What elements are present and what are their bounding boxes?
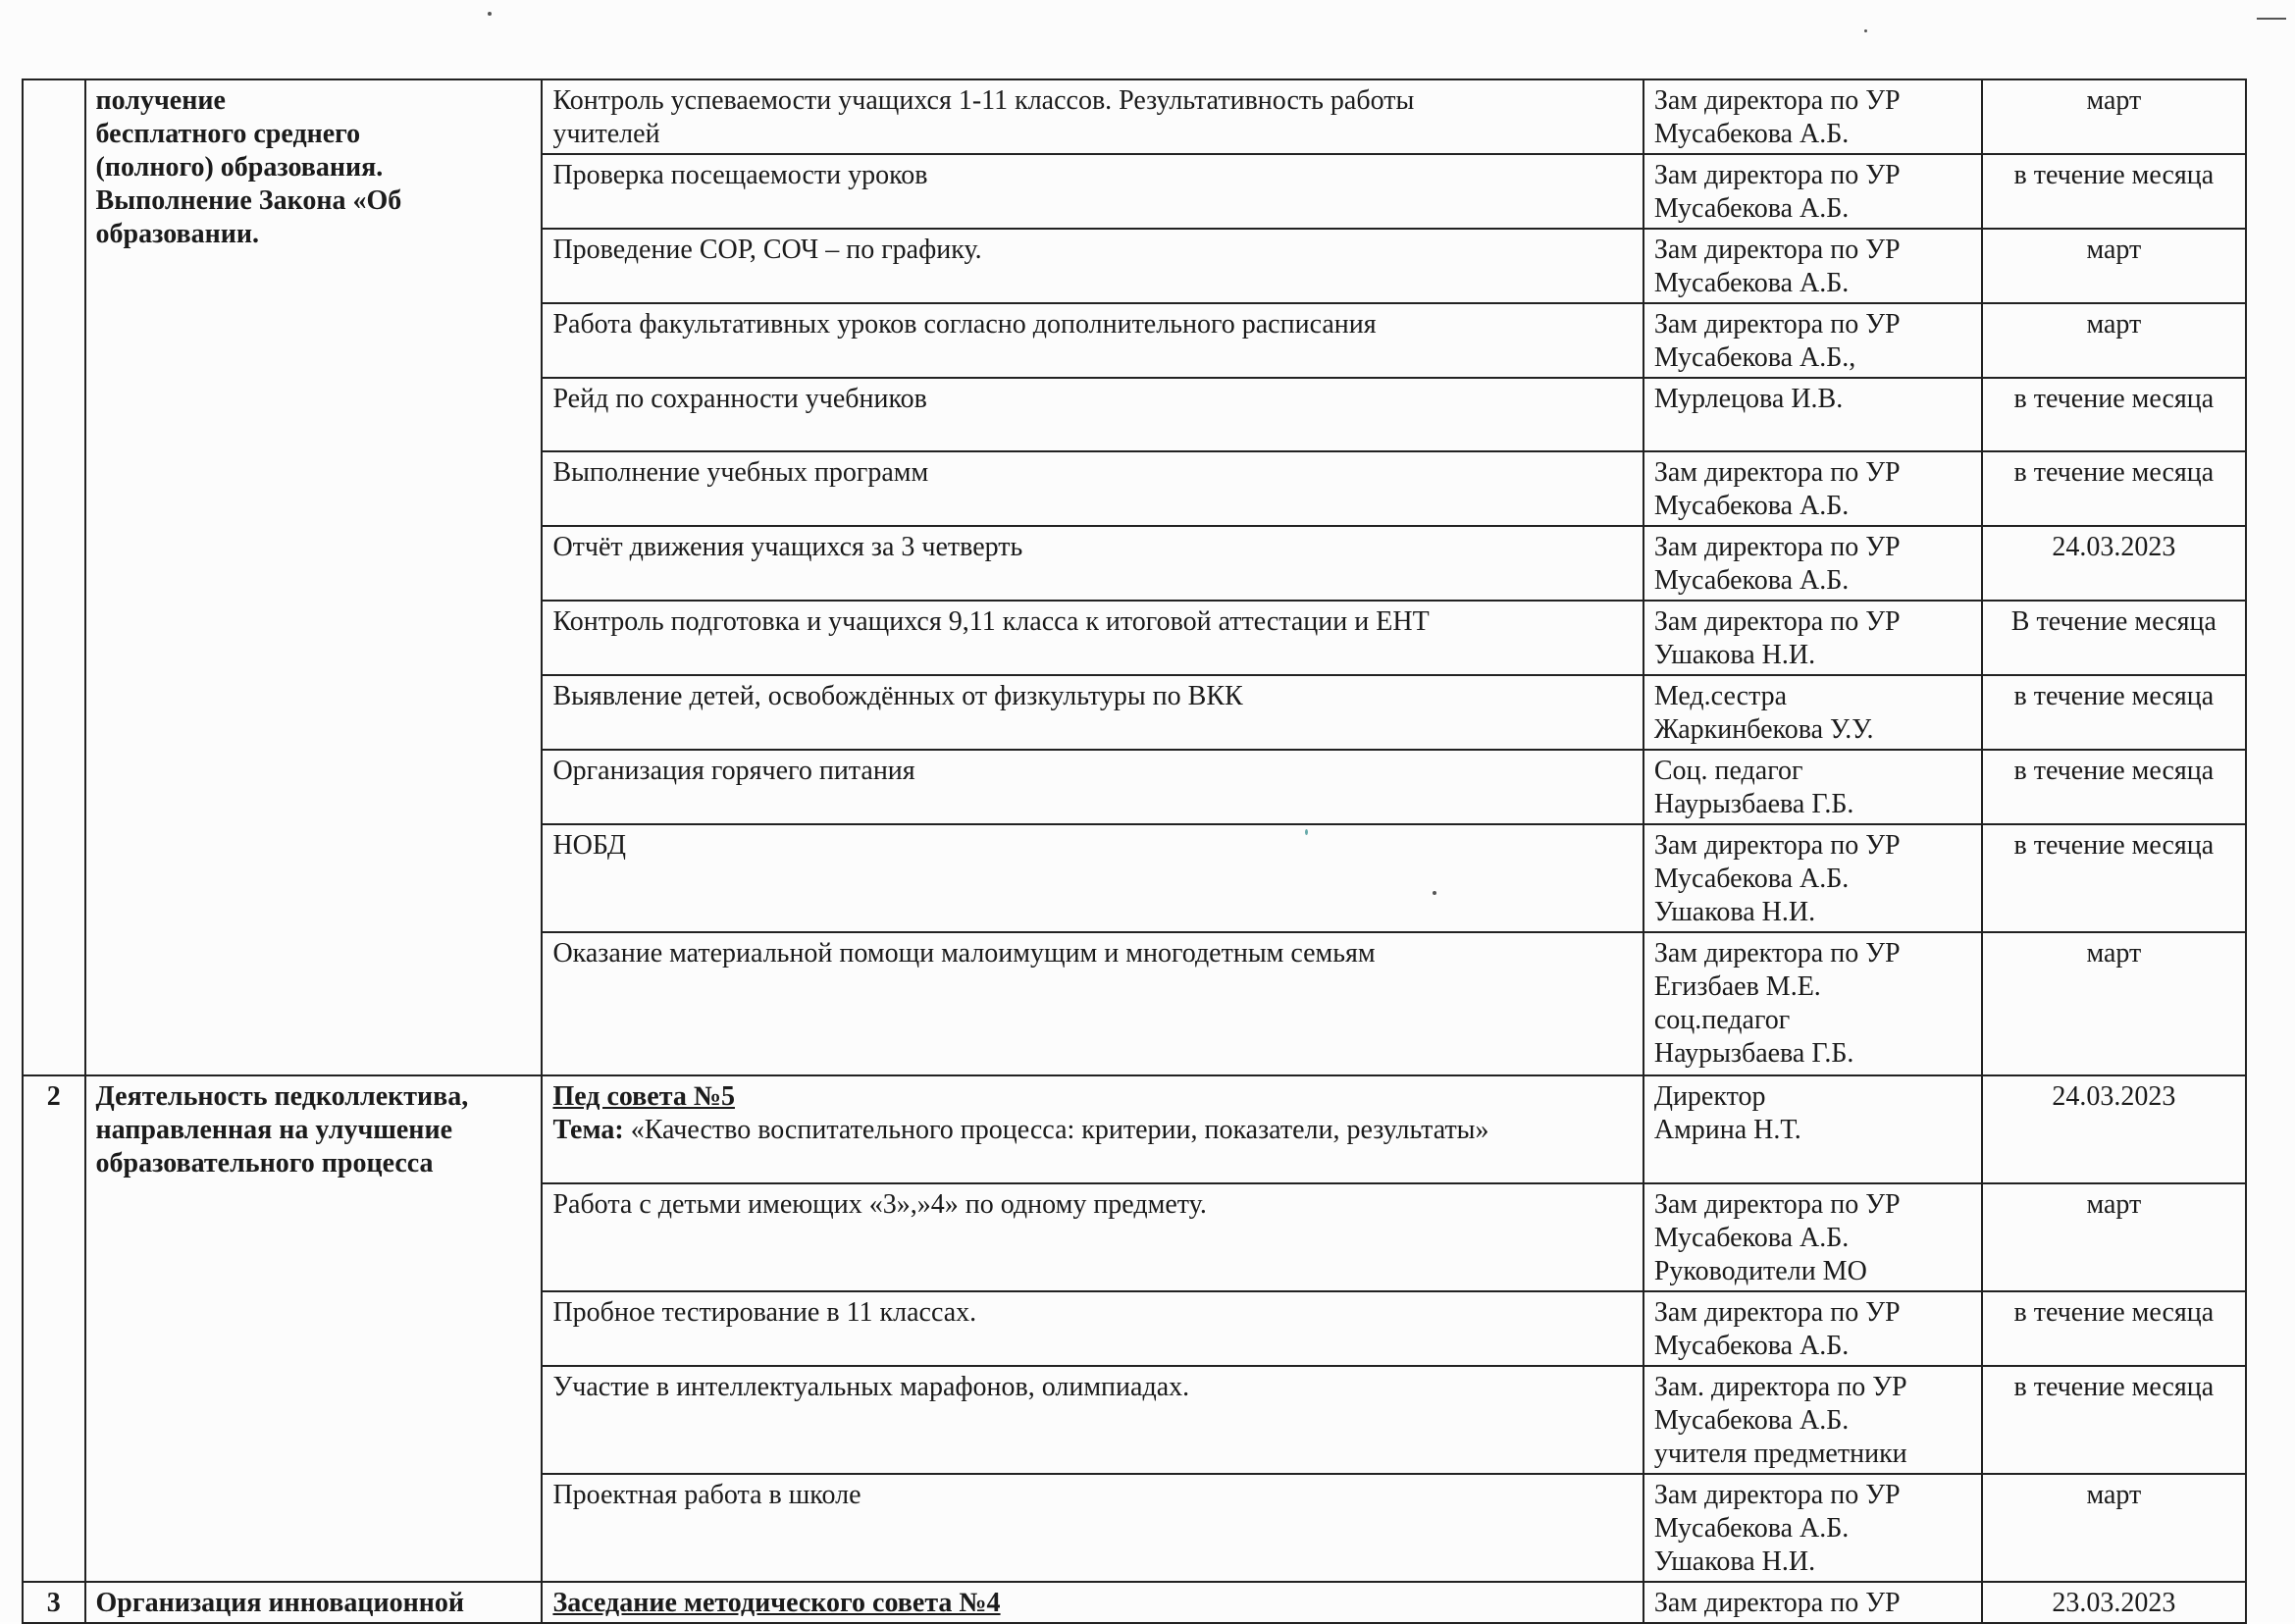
activity-line [552,1479,1632,1512]
deadline-cell [1982,1474,2246,1582]
deadline-text: В течение месяца [2010,606,2217,637]
scan-speck [1864,29,1867,32]
responsible-line: Мусабекова А.Б. [1653,1331,1850,1361]
activity-text: Пробное тестирование в 11 классах. [552,1297,977,1328]
section-number-cell [23,1582,85,1623]
deadline-text: в течение месяца [2013,384,2215,414]
deadline-text: 24.03.2023 [2052,1081,2176,1112]
activity-text: Работа с детьми имеющих «3»,»4» по одному предмету. [552,1189,1207,1220]
table-row [23,79,2246,154]
deadline-text: в течение месяца [2013,681,2215,711]
responsible-line: Зам директора по УР [1653,532,1901,562]
activity-text: НОБД [552,830,626,861]
direction-line: образовательного процесса [95,1148,434,1179]
responsible-cell [1643,824,1982,932]
section-number-cell [23,1075,85,1582]
section-direction-cell [85,79,543,1075]
responsible-line: Зам директора по УР [1653,457,1901,488]
responsible-cell [1643,229,1982,303]
responsible-line: Зам директора по УР [1653,85,1901,116]
activity-text: Проверка посещаемости уроков [552,160,928,190]
deadline-text: март [2086,235,2142,265]
responsible-line: Соц. педагог [1653,756,1803,786]
responsible-cell [1643,154,1982,229]
deadline-cell [1982,675,2246,750]
responsible-line: Мусабекова А.Б. [1653,193,1850,224]
plan-table [22,79,2247,1624]
deadline-text: в течение месяца [2013,830,2215,861]
responsible-line: Директор [1653,1081,1766,1112]
activity-line [552,456,1632,490]
responsible-line: Зам директора по УР [1653,1588,1901,1618]
deadline-cell [1982,526,2246,601]
deadline-text: в течение месяца [2013,756,2215,786]
responsible-cell [1643,601,1982,675]
deadline-cell [1982,1366,2246,1474]
deadline-cell [1982,601,2246,675]
table-row [23,1075,2246,1183]
activity-line [552,680,1632,713]
activity-line [552,531,1632,564]
section-number: 3 [46,1588,61,1618]
deadline-cell [1982,378,2246,451]
table-row [23,1582,2246,1623]
direction-line: образовании. [95,219,260,249]
responsible-line: Наурызбаева Г.Б. [1653,789,1854,819]
responsible-line: Амрина Н.Т. [1653,1115,1801,1145]
scan-speck [2257,18,2286,20]
direction-line: получение [95,85,226,116]
activity-cell [542,601,1643,675]
activity-cell [542,1366,1643,1474]
responsible-line: Мусабекова А.Б., [1653,342,1856,373]
activity-text: учителей [552,119,660,149]
activity-line [552,1371,1632,1404]
activity-title: Заседание методического совета №4 [552,1588,1001,1618]
responsible-line: Мусабекова А.Б. [1653,1513,1850,1544]
deadline-cell [1982,229,2246,303]
scan-speck [1433,891,1436,895]
activity-line [552,829,1632,863]
section-direction-cell [85,1582,543,1623]
responsible-cell [1643,303,1982,378]
responsible-cell [1643,750,1982,824]
activity-text: Рейд по сохранности учебников [552,384,927,414]
deadline-text: в течение месяца [2013,457,2215,488]
deadline-text: в течение месяца [2013,1297,2215,1328]
deadline-cell [1982,932,2246,1075]
deadline-text: март [2086,309,2142,340]
direction-line: Организация инновационной [95,1588,465,1618]
deadline-text: 24.03.2023 [2052,532,2176,562]
responsible-cell [1643,378,1982,451]
responsible-cell [1643,675,1982,750]
responsible-line: Зам директора по УР [1653,1480,1901,1510]
responsible-cell [1643,1366,1982,1474]
responsible-cell [1643,1582,1982,1623]
activity-cell [542,229,1643,303]
responsible-line: Зам директора по УР [1653,1189,1901,1220]
responsible-cell [1643,526,1982,601]
activity-line [552,84,1632,118]
responsible-line: Ушакова Н.И. [1653,640,1816,670]
responsible-line: Ушакова Н.И. [1653,897,1816,927]
scan-speck [488,12,492,16]
activity-text: Участие в интеллектуальных марафонов, олимпиадах. [552,1372,1190,1402]
activity-text: «Качество воспитательного процесса: критерии, показатели, результаты» [630,1115,1489,1145]
activity-text: Организация горячего питания [552,756,915,786]
direction-line: Деятельность педколлектива, [95,1081,469,1112]
deadline-cell [1982,451,2246,526]
activity-cell [542,824,1643,932]
deadline-cell [1982,824,2246,932]
activity-line [552,937,1632,970]
activity-cell [542,303,1643,378]
deadline-text: в течение месяца [2013,1372,2215,1402]
activity-text: Контроль подготовка и учащихся 9,11 класса к итоговой аттестации и ЕНТ [552,606,1430,637]
activity-text: Работа факультативных уроков согласно дополнительного расписания [552,309,1377,340]
deadline-cell [1982,1075,2246,1183]
responsible-line: Зам директора по УР [1653,160,1901,190]
deadline-cell [1982,1291,2246,1366]
activity-line [552,1114,1632,1147]
direction-line: бесплатного среднего [95,119,361,149]
responsible-cell [1643,1474,1982,1582]
deadline-text: март [2086,1189,2142,1220]
activity-cell [542,932,1643,1075]
activity-cell [542,378,1643,451]
responsible-line: Наурызбаева Г.Б. [1653,1038,1854,1069]
responsible-line: Мусабекова А.Б. [1653,491,1850,521]
responsible-cell [1643,932,1982,1075]
activity-cell [542,675,1643,750]
activity-cell [542,526,1643,601]
scan-speck [1305,829,1308,835]
activity-text: Выполнение учебных программ [552,457,929,488]
direction-line: (полного) образования. [95,152,384,183]
activity-line [552,234,1632,267]
activity-line [552,159,1632,192]
responsible-line: Зам директора по УР [1653,235,1901,265]
responsible-line: Мусабекова А.Б. [1653,864,1850,894]
responsible-cell [1643,79,1982,154]
responsible-cell [1643,1291,1982,1366]
section-number-cell [23,79,85,1075]
responsible-line: Зам директора по УР [1653,606,1901,637]
activity-text: Проведение СОР, СОЧ – по графику. [552,235,982,265]
deadline-text: март [2086,85,2142,116]
responsible-line: Мурлецова И.В. [1653,384,1844,414]
responsible-line: Мед.сестра [1653,681,1788,711]
deadline-cell [1982,303,2246,378]
activity-cell [542,451,1643,526]
activity-cell [542,1075,1643,1183]
deadline-text: март [2086,1480,2142,1510]
deadline-text: март [2086,938,2142,969]
activity-cell [542,154,1643,229]
activity-line [552,118,1632,151]
deadline-text: в течение месяца [2013,160,2215,190]
direction-line: направленная на улучшение [95,1115,452,1145]
activity-text: Контроль успеваемости учащихся 1-11 классов. Результативность работы [552,85,1415,116]
activity-line [552,383,1632,416]
activity-label: Тема: [552,1115,624,1145]
activity-cell [542,1183,1643,1291]
responsible-line: Жаркинбекова У.У. [1653,714,1874,745]
section-number: 2 [46,1081,61,1112]
responsible-line: Ушакова Н.И. [1653,1546,1816,1577]
responsible-line: Зам директора по УР [1653,309,1901,340]
activity-line [552,1188,1632,1222]
activity-cell [542,750,1643,824]
responsible-line: учителя предметники [1653,1439,1907,1469]
deadline-cell [1982,1183,2246,1291]
activity-text: Отчёт движения учащихся за 3 четверть [552,532,1023,562]
activity-text: Выявление детей, освобождённых от физкультуры по ВКК [552,681,1243,711]
deadline-cell [1982,79,2246,154]
activity-text: Оказание материальной помощи малоимущим и многодетным семьям [552,938,1376,969]
responsible-cell [1643,451,1982,526]
activity-line [552,605,1632,639]
responsible-line: Руководители МО [1653,1256,1867,1286]
deadline-text: 23.03.2023 [2052,1588,2176,1618]
responsible-line: Зам директора по УР [1653,1297,1901,1328]
responsible-line: соц.педагог [1653,1005,1791,1035]
responsible-line: Егизбаев М.Е. [1653,971,1821,1002]
responsible-line: Мусабекова А.Б. [1653,119,1850,149]
responsible-line: Зам. директора по УР [1653,1372,1907,1402]
direction-line: Выполнение Закона «Об [95,185,402,216]
activity-cell [542,79,1643,154]
activity-cell [542,1582,1643,1623]
activity-text: Проектная работа в школе [552,1480,861,1510]
responsible-line: Мусабекова А.Б. [1653,1405,1850,1436]
responsible-cell [1643,1075,1982,1183]
responsible-line: Мусабекова А.Б. [1653,268,1850,298]
deadline-cell [1982,154,2246,229]
activity-cell [542,1474,1643,1582]
activity-title: Пед совета №5 [552,1081,735,1112]
deadline-cell [1982,750,2246,824]
activity-line [552,755,1632,788]
activity-line [552,1296,1632,1330]
section-direction-cell [85,1075,543,1582]
deadline-cell [1982,1582,2246,1623]
responsible-line: Зам директора по УР [1653,830,1901,861]
activity-line [552,308,1632,341]
responsible-line: Мусабекова А.Б. [1653,565,1850,596]
responsible-line: Мусабекова А.Б. [1653,1223,1850,1253]
responsible-cell [1643,1183,1982,1291]
activity-cell [542,1291,1643,1366]
responsible-line: Зам директора по УР [1653,938,1901,969]
